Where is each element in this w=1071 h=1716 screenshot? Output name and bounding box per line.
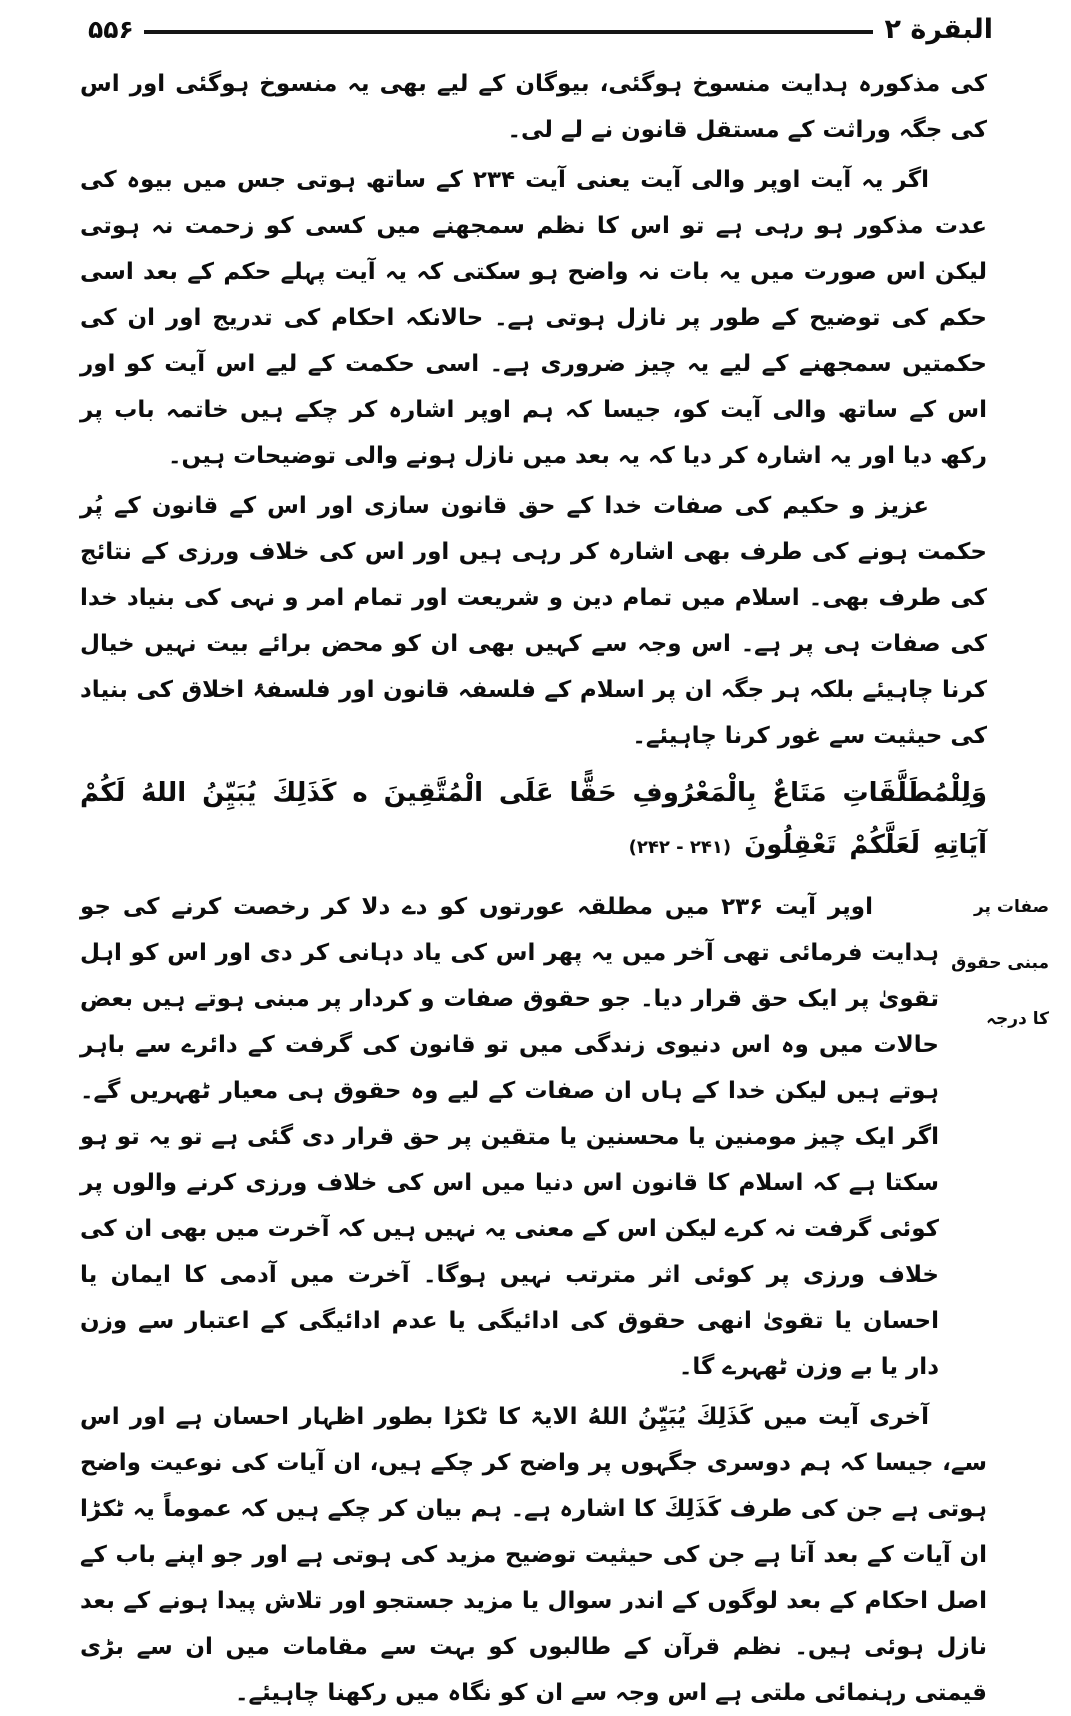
page-number: ۵۵۶ [88,15,134,44]
margin-note: کا درجہ [986,1009,1049,1029]
paragraph-verse-order: اگر یہ آیت اوپر والی آیت یعنی آیت ۲۳۴ کے ساتھ ہوتی جس میں بیوہ کی عدت مذکور ہو رہی ہے تو اس کا نظم سمجھنے میں کسی کو زحمت نہ ہوتی لیکن اس صورت میں یہ بات نہ واضح ہو سکتی کہ یہ آیت پہلے حکم کے بعد اسی حکم کی توضیح کے طور پر نازل ہوتی ہے۔ حالانکہ احکام کی تدریج اور ان کی حکمتیں سمجھنے کے لیے یہ چیز ضروری ہے۔ اسی حکمت کے لیے اس آیت کو اور اس کے ساتھ والی آیت کو، جیسا کہ ہم اوپر اشارہ کر چکے ہیں خاتمہ باب پر رکھ دیا اور یہ اشارہ کر دیا کہ یہ بعد میں نازل ہونے والی توضیحات ہیں۔ [80,167,987,469]
margin-notes-column [945,884,1049,1062]
section-with-margin-notes [80,884,1049,1394]
paragraph-final-verse: آخری آیت میں كَذَلِكَ يُبَيِّنُ اللهُ الایۃ کا ٹکڑا بطور اظہار احسان ہے اور اس سے، جیسا کہ ہم دوسری جگہوں پر واضح کر چکے ہیں، ان آیات کی نوعیت واضح ہوتی ہے جن کی طرف كَذَلِكَ کا اشارہ ہے۔ ہم بیان کر چکے ہیں کہ عموماً یہ ٹکڑا ان آیات کے بعد آتا ہے جن کی حیثیت توضیح مزید کی ہوتی ہے اور جو اپنے باب کے اصل احکام کے بعد لوگوں کے اندر سوال یا مزید جستجو اور تلاش پیدا ہونے کے بعد نازل ہوئی ہیں۔ نظم قرآن کے طالبوں کو بہت سے مقامات میں ان سے بڑی قیمتی رہنمائی ملتی ہے اس وجہ سے ان کو نگاہ میں رکھنا چاہیئے۔ [80,1404,987,1706]
verse-citation: (۲۴۱ - ۲۴۲) [628,837,732,858]
header-divider-rule [144,30,873,34]
margin-note: مبنی حقوق [951,953,1049,973]
paragraph-attributes: عزیز و حکیم کی صفات خدا کے حق قانون سازی اور اس کے قانون کے پُر حکمت ہونے کی طرف بھی اشارہ کر رہی ہیں اور اس کی خلاف ورزی کے نتائج کی طرف بھی۔ اسلام میں تمام دین و شریعت اور تمام امر و نہی کی بنیاد خدا کی صفات ہی پر ہے۔ اس وجہ سے کہیں بھی ان کو محض برائے بیت نہیں خیال کرنا چاہیئے بلکہ ہر جگہ ان پر اسلام کے فلسفہ قانون اور فلسفۂ اخلاق کی بنیاد کی حیثیت سے غور کرنا چاہیئے۔ [80,493,987,749]
noted-text-column [80,884,939,1394]
surah-title: البقرة ۲ [884,14,993,45]
paragraph-continuation: کی مذکورہ ہدایت منسوخ ہوگئی، بیوگان کے لیے بھی یہ منسوخ ہوگئی اور اس کی جگہ وراثت کے مستقل قانون نے لے لی۔ [80,71,987,143]
page-body [80,61,1049,1716]
margin-note: صفات پر [973,897,1049,917]
page-header [0,0,1071,45]
paragraph-rights-of-attributes: اوپر آیت ۲۳۶ میں مطلقہ عورتوں کو دے دلا کر رخصت کرنے کی جو ہدایت فرمائی تھی آخر میں یہ پھر اس کی یاد دہانی کر دی اور اس کو اہل تقویٰ پر ایک حق قرار دیا۔ جو حقوق صفات و کردار پر مبنی ہوتے ہیں بعض حالات میں وہ اس دنیوی زندگی میں تو قانون کی گرفت کے دائرے سے باہر ہوتے ہیں لیکن خدا کے ہاں ان صفات کے لیے وہ حقوق ہی معیار ٹھہریں گے۔ اگر ایک چیز مومنین یا محسنین یا متقین پر حق قرار دی گئی ہے تو یہ تو ہو سکتا ہے کہ اسلام کا قانون اس دنیا میں اس کی خلاف ورزی کرنے والوں پر کوئی گرفت نہ کرے لیکن اس کے معنی یہ نہیں ہیں کہ آخرت میں بھی ان کی خلاف ورزی پر کوئی اثر مترتب نہیں ہوگا۔ آخرت میں آدمی کا ایمان یا احسان یا تقویٰ انھی حقوق کی ادائیگی یا عدم ادائیگی کے اعتبار سے وزن دار یا بے وزن ٹھہرے گا۔ [80,894,939,1380]
quran-verse-text: وَلِلْمُطَلَّقَاتِ مَتَاعٌ بِالْمَعْرُوفِ حَقًّا عَلَى الْمُتَّقِينَ ه كَذَلِكَ يُبَيِّنُ اللهُ لَكُمْ آيَاتِهِ لَعَلَّكُمْ تَعْقِلُونَ [80,778,987,860]
quran-verse-block [80,767,987,874]
